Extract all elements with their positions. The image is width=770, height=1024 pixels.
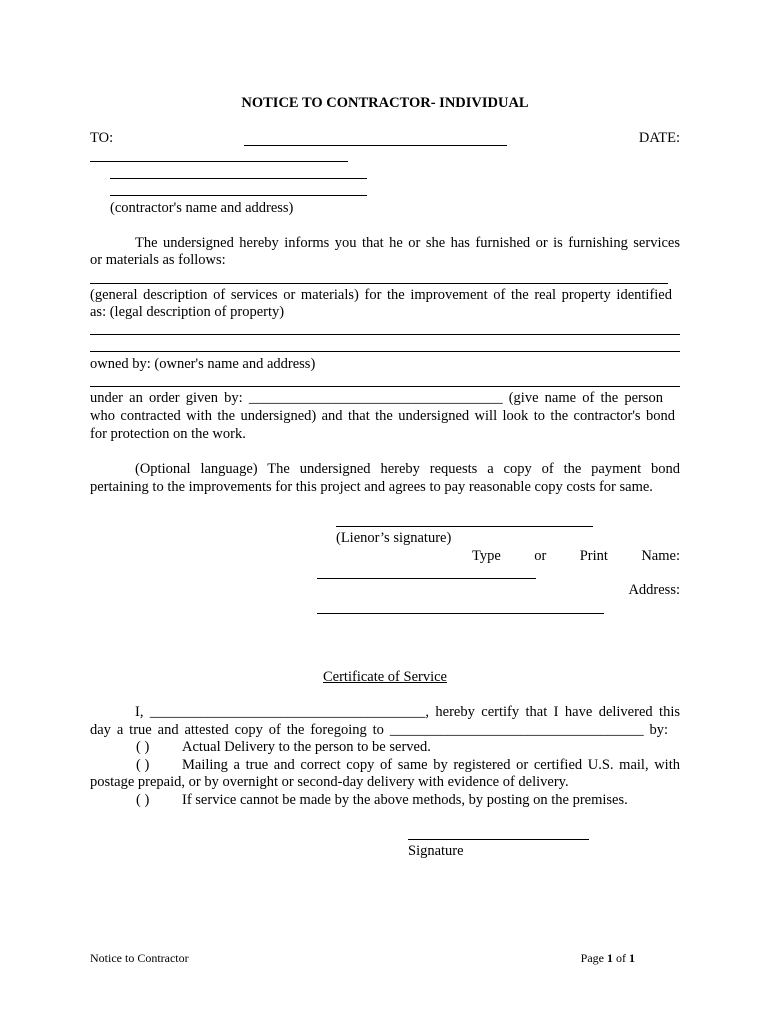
general-description-line-1: (general description of services or materials) for the improvement of the real property identified [90, 287, 672, 303]
option-2-checkbox[interactable]: ( ) [136, 757, 150, 773]
intro-line-2: or materials as follows: [90, 252, 226, 268]
order-line-3: for protection on the work. [90, 426, 246, 442]
owner-blank-line[interactable] [90, 386, 680, 387]
option-2-text: Mailing a true and correct copy of same by registered or certified U.S. mail, with [182, 757, 680, 773]
footer-page-of: of [616, 951, 626, 965]
address-blank-line[interactable] [317, 613, 604, 614]
contractor-caption: (contractor's name and address) [110, 200, 294, 216]
option-1-text: Actual Delivery to the person to be served. [182, 739, 431, 755]
order-line-2: who contracted with the undersigned) and that the undersigned will look to the contractor's bond [90, 408, 675, 424]
footer-document-name: Notice to Contractor [90, 951, 189, 965]
property-blank-line-2[interactable] [90, 351, 680, 352]
document-title: NOTICE TO CONTRACTOR- INDIVIDUAL [241, 95, 529, 111]
certificate-signature-line[interactable] [408, 839, 589, 840]
general-description-line-2: as: (legal description of property) [90, 304, 285, 320]
to-label: TO: [90, 130, 114, 146]
footer-page-current: 1 [607, 951, 613, 965]
address-blank-line-1[interactable] [110, 178, 367, 179]
footer-page-total: 1 [629, 951, 635, 965]
name-blank-line[interactable] [317, 578, 536, 579]
certificate-title: Certificate of Service [323, 669, 447, 685]
footer-page-number [480, 949, 635, 967]
option-1-checkbox[interactable]: ( ) [136, 739, 150, 755]
address-label: Address: [628, 582, 680, 598]
type-or-print-name-label: Type or Print Name: [472, 548, 680, 564]
option-2-text-continued: postage prepaid, or by overnight or second-day delivery with evidence of delivery. [90, 774, 569, 790]
certificate-signature-caption: Signature [408, 843, 464, 859]
lienor-signature-line[interactable] [336, 526, 593, 527]
date-blank-line[interactable] [90, 161, 348, 162]
footer-page-prefix: Page [580, 951, 604, 965]
option-3-checkbox[interactable]: ( ) [136, 792, 150, 808]
lienor-signature-caption: (Lienor’s signature) [336, 530, 452, 546]
option-3-text: If service cannot be made by the above methods, by posting on the premises. [182, 792, 628, 808]
address-blank-line-2[interactable] [110, 195, 367, 196]
optional-line-2: pertaining to the improvements for this project and agrees to pay reasonable copy costs for same. [90, 479, 653, 495]
date-label: DATE: [638, 130, 680, 146]
certificate-line-2: day a true and attested copy of the foregoing to ___________________________________ by: [90, 722, 668, 738]
to-blank-line[interactable] [244, 145, 507, 146]
intro-line-1: The undersigned hereby informs you that he or she has furnished or is furnishing services [135, 235, 680, 251]
owned-by-label: owned by: (owner's name and address) [90, 356, 316, 372]
property-blank-line-1[interactable] [90, 334, 680, 335]
optional-line-1: (Optional language) The undersigned hereby requests a copy of the payment bond [135, 461, 680, 477]
order-line-1: under an order given by: ___________________________________ (give name of the person [90, 390, 663, 406]
services-blank-line[interactable] [90, 283, 668, 284]
certificate-line-1: I, ______________________________________, hereby certify that I have delivered this [135, 704, 680, 720]
